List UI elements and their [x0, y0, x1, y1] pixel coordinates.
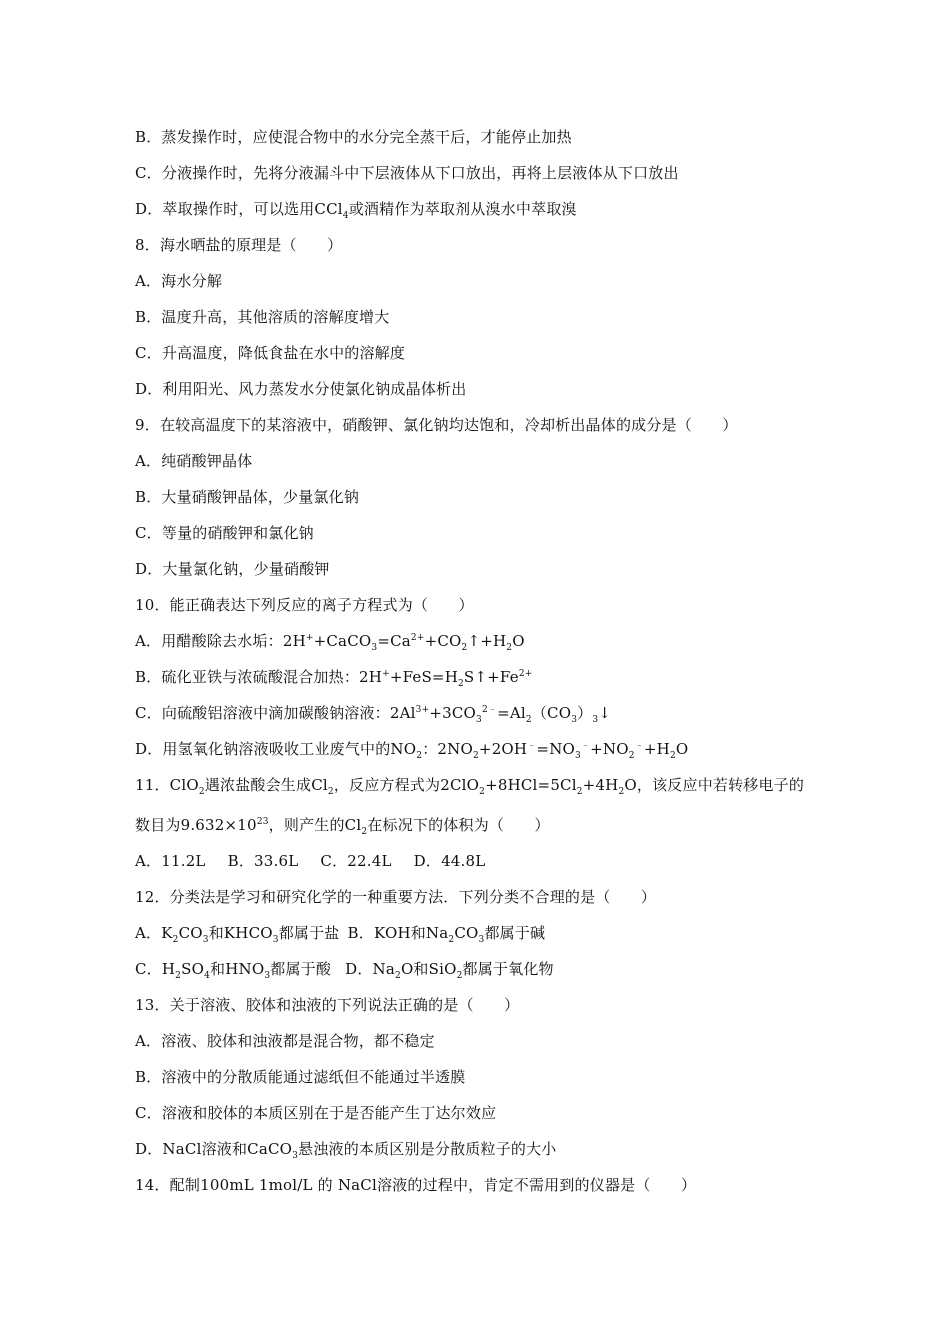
q9-option-a: A．纯硝酸钾晶体	[135, 452, 253, 470]
q8-option-b: B．温度升高，其他溶质的溶解度增大	[135, 308, 390, 326]
q10-option-a: A．用醋酸除去水垢：$2H^++CaCO_3=Ca^{2+}+CO_2↑+H_2O$	[135, 632, 525, 653]
option-c-separation: C．分液操作时，先将分液漏斗中下层液体从下口放出，再将上层液体从下口放出	[135, 164, 679, 182]
q13-option-a: A．溶液、胶体和浊液都是混合物，都不稳定	[135, 1032, 435, 1050]
q9-option-d: D．大量氯化钠，少量硝酸钾	[135, 560, 330, 578]
question-8: 8．海水晒盐的原理是（ ）	[135, 236, 343, 254]
q9-option-c: C．等量的硝酸钾和氯化钠	[135, 524, 314, 542]
question-13: 13．关于溶液、胶体和浊液的下列说法正确的是（ ）	[135, 996, 520, 1014]
question-9: 9．在较高温度下的某溶液中，硝酸钾、氯化钠均达饱和，冷却析出晶体的成分是（ ）	[135, 416, 738, 434]
q11-options: A．11.2L B．33.6L C．22.4L D．44.8L	[135, 852, 486, 870]
q10-option-b: B．硫化亚铁与浓硫酸混合加热：$2H^++FeS=H_2S↑+Fe^{2+}$	[135, 668, 533, 689]
question-11: 11．ClO$_2$遇浓盐酸会生成$Cl_2$，反应方程式为$2ClO_2+8HCl=5Cl_2+4H_2O$，该反应中若转移电子的	[135, 776, 805, 797]
option-d-extraction: D．萃取操作时，可以选用CCl$_4$或酒精作为萃取剂从溴水中萃取溴	[135, 200, 577, 221]
q8-option-d: D．利用阳光、风力蒸发水分使氯化钠成晶体析出	[135, 380, 467, 398]
q13-option-c: C．溶液和胶体的本质区别在于是否能产生丁达尔效应	[135, 1104, 497, 1122]
question-10: 10．能正确表达下列反应的离子方程式为（ ）	[135, 596, 474, 614]
q10-option-c: C．向硫酸铝溶液中滴加碳酸钠溶液：$2Al^{3+}+3CO_3^{2﹣}=Al_2(CO_3)_3↓$	[135, 704, 612, 725]
q8-option-a: A．海水分解	[135, 272, 223, 290]
question-12: 12．分类法是学习和研究化学的一种重要方法．下列分类不合理的是（ ）	[135, 888, 657, 906]
question-14: 14．配制100mL 1mol/L 的 NaCl溶液的过程中，肯定不需用到的仪器是（ ）	[135, 1176, 697, 1194]
q8-option-c: C．升高温度，降低食盐在水中的溶解度	[135, 344, 406, 362]
q9-option-b: B．大量硝酸钾晶体，少量氯化钠	[135, 488, 360, 506]
q10-option-d: D．用氢氧化钠溶液吸收工业废气中的$NO_2$：$2NO_2+2OH^﹣=NO_3^﹣+NO_2^﹣+H_2O$	[135, 740, 689, 761]
q13-option-d: D．NaCl溶液和CaCO$_3$悬浊液的本质区别是分散质粒子的大小	[135, 1140, 557, 1161]
q12-options-cd: C．$H_2SO_4$和$HNO_3$都属于酸 D．$Na_2O$和SiO$_2$都属于氧化物	[135, 960, 554, 981]
q12-options-ab: A．$K_2CO_3$和$KHCO_3$都属于盐 B．KOH和$Na_2CO_3$都属于碱	[135, 924, 546, 945]
option-b-evaporation: B．蒸发操作时，应使混合物中的水分完全蒸干后，才能停止加热	[135, 128, 572, 146]
question-11-continued: 数目为$9.632\times 10^{23}$，则产生的$Cl_2$在标况下的体积为（ ）	[135, 816, 550, 837]
q13-option-b: B．溶液中的分散质能通过滤纸但不能通过半透膜	[135, 1068, 466, 1086]
